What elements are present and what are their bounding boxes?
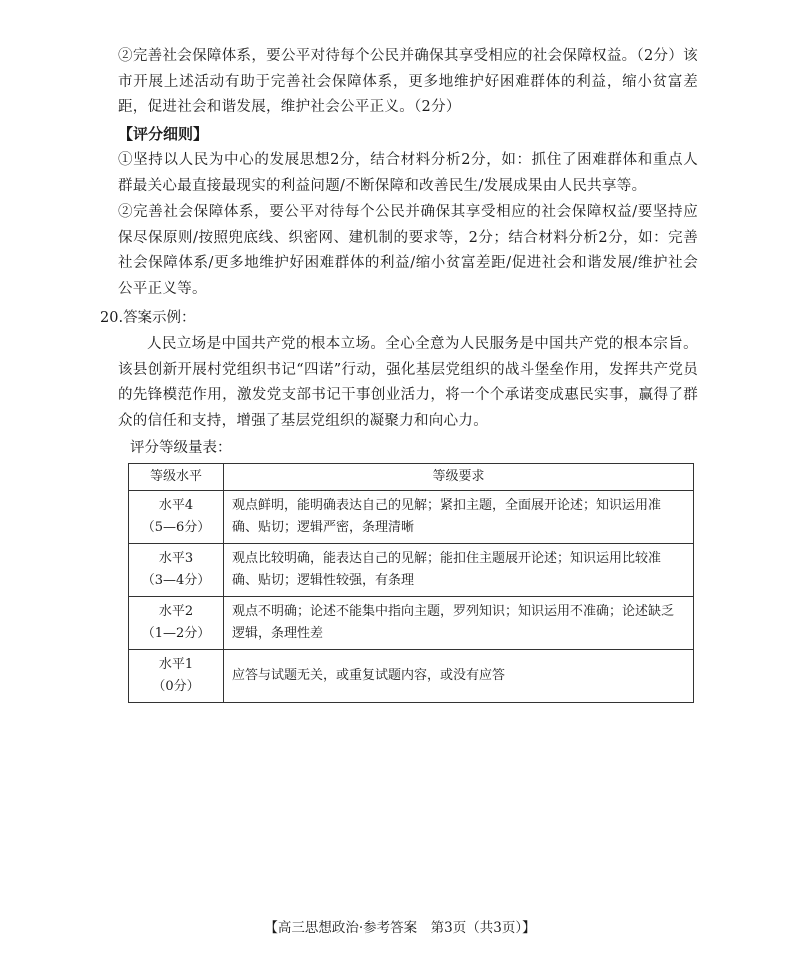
level-cell — [129, 544, 224, 597]
requirement-cell: 观点鲜明，能明确表达自己的见解；紧扣主题，全面展开论述；知识运用准确、贴切；逻辑严密，条理清晰 — [224, 491, 694, 544]
level-cell — [129, 491, 224, 544]
rubric-heading: 【评分细则】 — [118, 125, 209, 143]
table-row — [129, 491, 694, 544]
page-footer: 【高三思想政治·参考答案 第3页（共3页）】 — [264, 920, 536, 936]
level-score: （5—6分） — [141, 520, 211, 535]
level-name: 水平3 — [158, 551, 194, 566]
rubric-item-1: ①坚持以人民为中心的发展思想2分，结合材料分析2分，如：抓住了困难群体和重点人群最关心最直接最现实的利益问题/不断保障和改善民生/发展成果由人民共享等。 — [118, 152, 698, 194]
level-cell — [129, 650, 224, 703]
table-row — [129, 597, 694, 650]
level-cell — [129, 597, 224, 650]
level-name: 水平1 — [158, 657, 194, 672]
requirement-cell: 应答与试题无关，或重复试题内容，或没有应答 — [224, 650, 694, 703]
grading-scale-table — [128, 463, 694, 703]
level-score: （1—2分） — [141, 626, 211, 641]
scale-title: 评分等级量表： — [130, 440, 232, 456]
requirement-cell: 观点比较明确，能表达自己的见解；能扣住主题展开论述；知识运用比较准确、贴切；逻辑性较强，有条理 — [224, 544, 694, 597]
level-score: （0分） — [152, 679, 200, 694]
question-20-label — [100, 306, 196, 330]
question-number: 20. — [100, 310, 124, 326]
table-row — [129, 544, 694, 597]
table-header-row — [129, 464, 694, 491]
requirement-cell: 观点不明确；论述不能集中指向主题，罗列知识；知识运用不准确；论述缺乏逻辑，条理性差 — [224, 597, 694, 650]
header-level: 等级水平 — [129, 464, 224, 491]
level-name: 水平4 — [158, 498, 194, 513]
answer-example-label: 答案示例： — [123, 310, 196, 326]
table-row — [129, 650, 694, 703]
level-name: 水平2 — [158, 604, 194, 619]
answer-19-paragraph: ②完善社会保障体系，要公平对待每个公民并确保其享受相应的社会保障权益。（2分）该市开展上述活动有助于完善社会保障体系，更多地维护好困难群体的利益，缩小贫富差距，促进社会和谐发展，维护社会公平正义。（2分） — [118, 48, 698, 115]
rubric-item-2: ②完善社会保障体系，要公平对待每个公民并确保其享受相应的社会保障权益/要坚持应保尽保原则/按照兜底线、织密网、建机制的要求等，2分；结合材料分析2分，如：完善社会保障体系/更多地维护好困难群体的利益/缩小贫富差距/促进社会和谐发展/维护社会公平正义等。 — [118, 204, 698, 297]
level-score: （3—4分） — [141, 573, 211, 588]
answer-20-sample: 人民立场是中国共产党的根本立场。全心全意为人民服务是中国共产党的根本宗旨。该县创新开展村党组织书记“四诺”行动，强化基层党组织的战斗堡垒作用，发挥共产党员的先锋模范作用，激发党支部书记干事创业活力，将一个个承诺变成惠民实事，赢得了群众的信任和支持，增强了基层党组织的凝聚力和向心力。 — [118, 336, 698, 429]
header-requirement: 等级要求 — [224, 464, 694, 491]
